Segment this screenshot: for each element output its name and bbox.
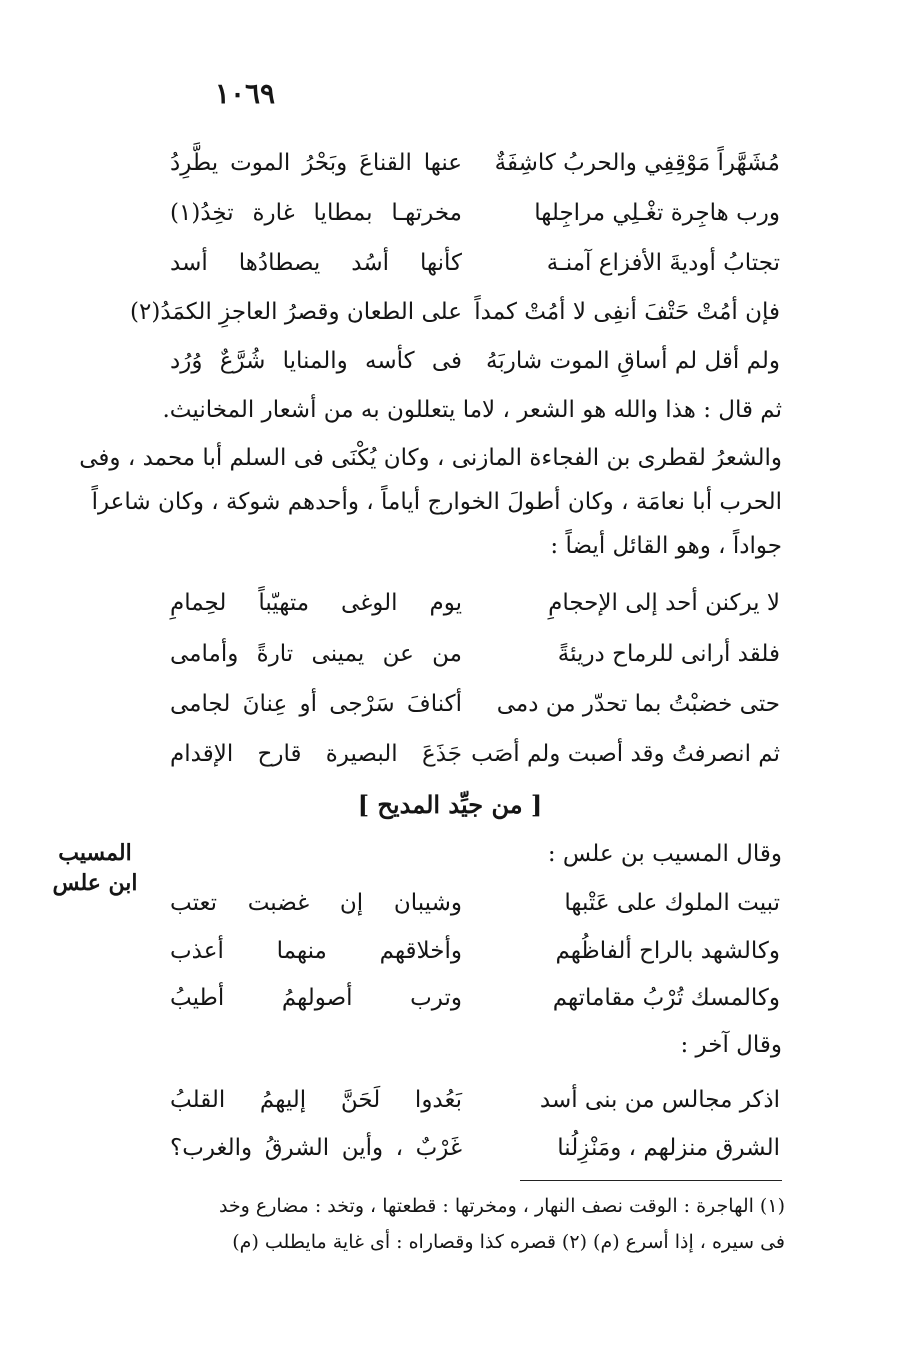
verse-first-hemistich: اذكر مجالس من بنى أسد <box>539 1087 780 1113</box>
footnote-separator <box>520 1180 782 1181</box>
verse-second-hemistich: وترب أصولهمُ أطيبُ <box>170 985 462 1011</box>
verse-second-hemistich: جَذَعَ البصيرة قارح الإقدام <box>170 741 462 767</box>
verse-line <box>170 1125 780 1171</box>
verse-first-hemistich: ورب هاجِرة تغْـلِي مراجِلها <box>534 200 780 226</box>
verse-line <box>170 140 780 186</box>
verse-first-hemistich: تبيت الملوك على عَتْبها <box>564 890 780 916</box>
verse-second-hemistich: وشيبان إن غضبت تعتب <box>170 890 462 916</box>
margin-note-line: المسيب <box>58 840 132 866</box>
footnote-line: فى سيره ، إذا أسرع (م) (٢) قصره كذا وقصاراه : أى غاية مايطلب (م) <box>232 1231 785 1253</box>
margin-note-line: ابن علس <box>52 870 138 896</box>
verse-line <box>170 338 780 384</box>
verse-line <box>170 731 780 777</box>
verse-second-hemistich: يوم الوغى متهيّباً لحِمامِ <box>170 590 462 616</box>
prose-paragraph <box>79 436 782 568</box>
verse-first-hemistich: لا يركنن أحد إلى الإحجامِ <box>548 590 780 616</box>
page-number: ١٠٦٩ <box>214 77 276 110</box>
poem-intro: وقال آخر : <box>680 1032 782 1058</box>
verse-line <box>170 975 780 1021</box>
verse-line <box>170 631 780 677</box>
verse-first-hemistich: فإن أمُتْ حَتْفَ أنفِى لا أمُتْ كمداً <box>474 299 780 325</box>
verse-second-hemistich: فى كأسه والمنايا شُرَّعٌ وُرُد <box>170 348 462 374</box>
verse-second-hemistich: بَعُدوا لَحَنَّ إليهمُ القلبُ <box>170 1087 462 1113</box>
verse-line <box>170 928 780 974</box>
margin-note <box>40 838 150 898</box>
verse-second-hemistich: من عن يمينى تارةً وأمامى <box>170 641 462 667</box>
verse-second-hemistich: غَرْبٌ ، وأين الشرقُ والغرب؟ <box>170 1135 462 1161</box>
poem-intro: وقال المسيب بن علس : <box>547 841 782 867</box>
verse-first-hemistich: فلقد أرانى للرماح دريئةً <box>557 641 780 667</box>
verse-line <box>130 289 780 335</box>
verse-first-hemistich: حتى خضبْتُ بما تحدّر من دمى <box>496 691 780 717</box>
verse-first-hemistich: الشرق منزلهم ، ومَنْزِلُنا <box>557 1135 780 1161</box>
verse-second-hemistich: أكنافَ سَرْجى أو عِنانَ لجامى <box>170 691 462 717</box>
verse-second-hemistich: على الطعان وقصرُ العاجزِ الكمَدُ(٢) <box>130 299 462 325</box>
verse-line <box>170 681 780 727</box>
section-heading: [ من جيِّد المديح ] <box>357 790 543 819</box>
comment-line: ثم قال : هذا والله هو الشعر ، لاما يتعللون به من أشعار المخانيث. <box>162 397 782 423</box>
verse-line <box>170 1077 780 1123</box>
verse-second-hemistich: وأخلاقهم منهما أعذب <box>170 938 462 964</box>
verse-first-hemistich: ثم انصرفتُ وقد أصبت ولم أصَب <box>471 741 780 767</box>
verse-first-hemistich: وكالشهد بالراح ألفاظُهم <box>555 938 780 964</box>
footnotes <box>155 1188 785 1260</box>
prose-line: الحرب أبا نعامَة ، وكان أطولَ الخوارج أياماً ، وأحدهم شوكة ، وكان شاعراً <box>91 489 782 515</box>
verse-line <box>170 880 780 926</box>
prose-line: والشعرُ لقطرى بن الفجاءة المازنى ، وكان يُكْنَى فى السلم أبا محمد ، وفى <box>79 445 782 471</box>
verse-second-hemistich: كأنها أسُد يصطادُها أسد <box>170 250 462 276</box>
verse-second-hemistich: مخرتهـا بمطايا غارة تخِدُ(١) <box>170 200 462 226</box>
footnote-line: (١) الهاجرة : الوقت نصف النهار ، ومخرتها : قطعتها ، وتخد : مضارع وخد <box>218 1195 785 1217</box>
verse-first-hemistich: تجتابُ أوديةَ الأفزاع آمنـة <box>546 250 780 276</box>
prose-line: جواداً ، وهو القائل أيضاً : <box>550 533 782 559</box>
verse-first-hemistich: ولم أقل لم أساقِ الموت شاربَهُ <box>486 348 780 374</box>
verse-line <box>170 240 780 286</box>
verse-line <box>170 190 780 236</box>
verse-first-hemistich: مُشَهَّراً مَوْقِفِي والحربُ كاشِفَةٌ <box>494 150 780 176</box>
verse-first-hemistich: وكالمسك تُرْبُ مقاماتهم <box>552 985 780 1011</box>
verse-line <box>170 580 780 626</box>
verse-second-hemistich: عنها القناعَ وبَحْرُ الموت يطَّرِدُ <box>170 150 462 176</box>
